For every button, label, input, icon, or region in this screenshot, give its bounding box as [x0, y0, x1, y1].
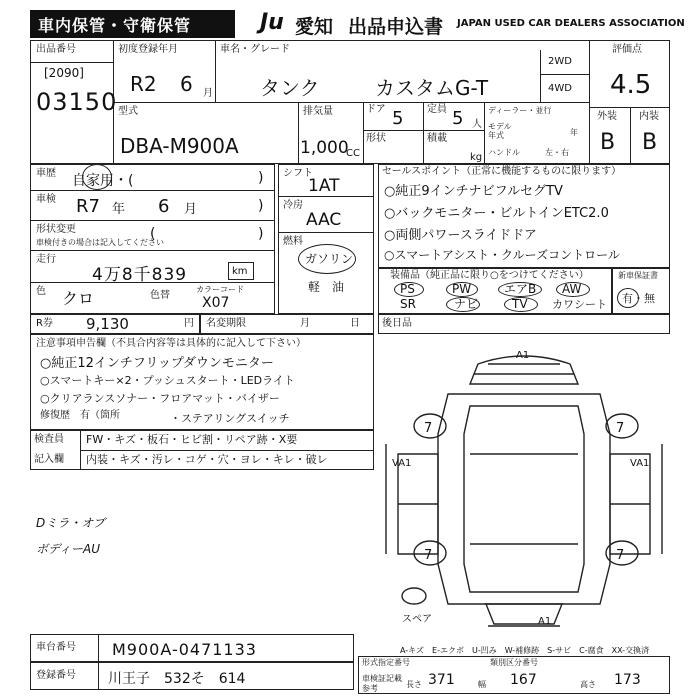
damage-legend: A-キズ E-エクボ U-凹み W-補修跡 S-サビ C-腐食 XX-交換済: [400, 646, 650, 655]
car-diagram: [378, 334, 670, 644]
wheel-fr-mark: 7: [616, 421, 625, 436]
sheet-title: 出品申込書: [348, 16, 444, 38]
inspector-label: 検査員: [34, 434, 64, 445]
displacement-label: 排気量: [303, 106, 333, 117]
load-unit: kg: [470, 152, 483, 163]
cert-row-2: 類別区分番号: [490, 658, 538, 667]
equip-tv: TV: [512, 297, 528, 311]
rating-int: B: [642, 130, 658, 155]
recolor-label: 色替: [150, 290, 170, 301]
shape-change-close: ): [258, 226, 264, 242]
inspector-row-2: 内装・キズ・汚レ・コゲ・穴・ヨレ・キレ・破レ: [86, 453, 328, 466]
handwritten-note-2: ボディーAU: [36, 542, 101, 556]
brand-name: 愛知: [295, 16, 334, 38]
chassis-label: 車台番号: [36, 642, 76, 653]
equip-aw: AW: [562, 282, 582, 296]
mileage-value: 4万8千839: [92, 265, 188, 285]
doors-label: ドア: [366, 104, 386, 115]
registration-label: 登録番号: [36, 670, 76, 681]
sales-point-1: ○純正9インチナビフルセグTV: [384, 184, 563, 199]
rating-int-label: 内装: [639, 111, 659, 122]
note-3: ○クリアランスソナー・フロアマット・バイザー: [40, 392, 280, 405]
recycle-label: R券: [36, 318, 53, 329]
recycle-unit: 円: [184, 318, 194, 329]
first-reg-month: 6: [180, 72, 193, 96]
damage-va1-right: VA1: [630, 458, 650, 469]
equip-ps: PS: [400, 282, 415, 296]
damage-va1-left: VA1: [392, 458, 412, 469]
equip-navi: ナビ: [454, 297, 479, 311]
cert-row-1: 形式指定番号: [362, 658, 410, 667]
rating-ext-label: 外装: [597, 111, 617, 122]
storage-badge-label: 車内保管・守衛保管: [38, 16, 192, 35]
model-label: 型式: [118, 106, 138, 117]
rating-score: 4.5: [610, 70, 652, 100]
dealer-label: ディーラー・並行: [488, 106, 552, 115]
displacement-unit: CC: [346, 148, 360, 159]
drive-4wd: 4WD: [548, 83, 572, 94]
capacity-unit: 人: [472, 119, 482, 130]
vehicle-name: タンク: [260, 76, 320, 100]
inspector-row-1: FW・キズ・板石・ヒビ割・リペア跡・X要: [86, 433, 298, 446]
load-label: 積載: [427, 133, 447, 144]
cert-height-label: 高さ: [580, 680, 596, 689]
shape-change-note: 車検付きの場合は記入してください: [36, 238, 164, 247]
equip-navi-circle: [446, 297, 480, 312]
recycle-value: 9,130: [86, 315, 129, 333]
name-change-label: 名変期限: [206, 318, 246, 329]
sales-point-4: ○スマートアシスト・クルーズコントロール: [384, 248, 620, 262]
inspection-month: 6: [158, 196, 170, 217]
inspection-close: ): [258, 198, 264, 214]
drive-2wd: 2WD: [548, 56, 572, 67]
aircon-label: 冷房: [283, 200, 303, 211]
inspection-label: 車検: [36, 194, 56, 205]
mileage-label: 走行: [36, 254, 56, 265]
fuel-selected-circle: [298, 244, 356, 274]
aircon-value: AAC: [306, 210, 342, 230]
registration-value: 川王子 532そ 614: [108, 671, 246, 687]
handle-label: ハンドル: [488, 148, 520, 157]
first-reg-label: 初度登録年月: [118, 44, 178, 55]
year-unit: 年: [570, 128, 578, 137]
equip-pw: PW: [452, 282, 472, 296]
equip-sr: SR: [400, 297, 416, 311]
cert-width-label: 幅: [478, 680, 486, 689]
lot-number: 03150: [36, 88, 118, 116]
rear-items-label: 後日品: [382, 318, 412, 329]
wheel-rr-mark: 7: [616, 548, 625, 563]
shape-change-label: 形状変更: [36, 224, 76, 235]
equip-ps-circle: [394, 282, 424, 297]
equip-tv-circle: [504, 297, 538, 312]
capacity-value: 5: [452, 108, 464, 129]
handwritten-note-1: Dミラ・オブ: [36, 516, 105, 530]
equip-aw-circle: [556, 282, 590, 297]
note-5: ・ステアリングスイッチ: [170, 412, 290, 425]
first-reg-year: R2: [130, 72, 157, 96]
history-selected-circle: [82, 164, 112, 190]
wheel-fl-mark: 7: [424, 421, 433, 436]
inspection-year-unit: 年: [112, 202, 126, 217]
note-1: ○純正12インチフリップダウンモニター: [40, 356, 274, 371]
shape-label: 形状: [366, 133, 386, 144]
shift-label: シフト: [283, 168, 313, 179]
ju-logo: Ju: [260, 10, 284, 35]
equip-airbag: エアB: [504, 282, 537, 296]
wheel-rl-mark: 7: [424, 548, 433, 563]
shape-change-open: (: [150, 226, 156, 242]
inspection-era: R7: [76, 196, 100, 217]
entry-label: 記入欄: [34, 454, 64, 465]
cert-length-label: 長さ: [406, 680, 422, 689]
cert-width: 167: [510, 672, 537, 688]
cert-ref-label: 参考: [362, 684, 378, 693]
cert-height: 173: [614, 672, 641, 688]
sales-point-2: ○バックモニター・ビルトインETC2.0: [384, 206, 609, 221]
mileage-unit: km: [232, 266, 248, 277]
first-reg-month-unit: 月: [203, 88, 213, 99]
history-label: 車歴: [36, 168, 56, 179]
name-change-month: 月: [300, 318, 310, 329]
shift-value: 1AT: [308, 176, 340, 196]
year-label: 年式: [488, 131, 504, 140]
model-year-label: モデル: [488, 122, 512, 131]
inspection-month-unit: 月: [184, 202, 198, 217]
warranty-value: 有・無: [622, 292, 655, 305]
note-2: ○スマートキー×2・プッシュスタート・LEDライト: [40, 374, 295, 387]
rating-label: 評価点: [612, 44, 642, 55]
notes-label: 注意事項申告欄（不具合内容等は具体的に記入して下さい）: [36, 338, 306, 349]
color-code: X07: [202, 295, 230, 311]
cert-length: 371: [428, 672, 455, 688]
sales-point-3: ○両側パワースライドドア: [384, 228, 537, 243]
equipment-label: 装備品（純正品に限り○をつけてください）: [390, 270, 589, 281]
color-value: クロ: [62, 289, 95, 308]
association-name: JAPAN USED CAR DEALERS ASSOCIATION: [457, 18, 685, 29]
vehicle-grade: カスタムG-T: [375, 76, 489, 100]
color-label: 色: [36, 286, 46, 297]
history-value: 自家用・(: [72, 173, 134, 189]
cert-dim-label: 車検証記載: [362, 674, 402, 683]
name-change-day: 日: [350, 318, 360, 329]
spare-tyre: [402, 588, 426, 604]
car-cabin: [464, 406, 584, 592]
fuel-label: 燃料: [283, 236, 303, 247]
warranty-label: 新車保証書: [618, 271, 658, 280]
doors-value: 5: [392, 108, 404, 129]
equip-leather: カワシート: [552, 298, 607, 311]
displacement-value: 1,000: [300, 138, 349, 158]
lot-bracket-number: [2090]: [44, 66, 84, 80]
note-4: 修復歴 有（箇所: [40, 410, 120, 421]
damage-a1-bottom: A1: [538, 616, 552, 627]
vehicle-label: 車名・グレード: [220, 44, 290, 55]
handle-opts: 左・右: [545, 148, 569, 157]
equip-airbag-circle: [498, 282, 542, 297]
history-close: ): [258, 170, 264, 186]
lot-label: 出品番号: [36, 44, 76, 55]
spare-label: スペア: [402, 614, 432, 625]
chassis-value: M900A-0471133: [112, 640, 257, 659]
color-code-label: カラーコード: [196, 285, 244, 294]
equip-pw-circle: [446, 282, 478, 297]
model-value: DBA-M900A: [120, 134, 239, 158]
capacity-label: 定員: [427, 104, 447, 115]
fuel-petrol: ガソリン: [305, 252, 354, 266]
fuel-diesel: 軽 油: [308, 280, 345, 294]
rating-ext: B: [600, 130, 616, 155]
rear-items-box: [378, 314, 670, 334]
sales-points-label: セールスポイント（正常に機能するものに限ります）: [382, 166, 622, 177]
warranty-selected-circle: [617, 288, 639, 308]
damage-a1-top: A1: [516, 350, 530, 361]
